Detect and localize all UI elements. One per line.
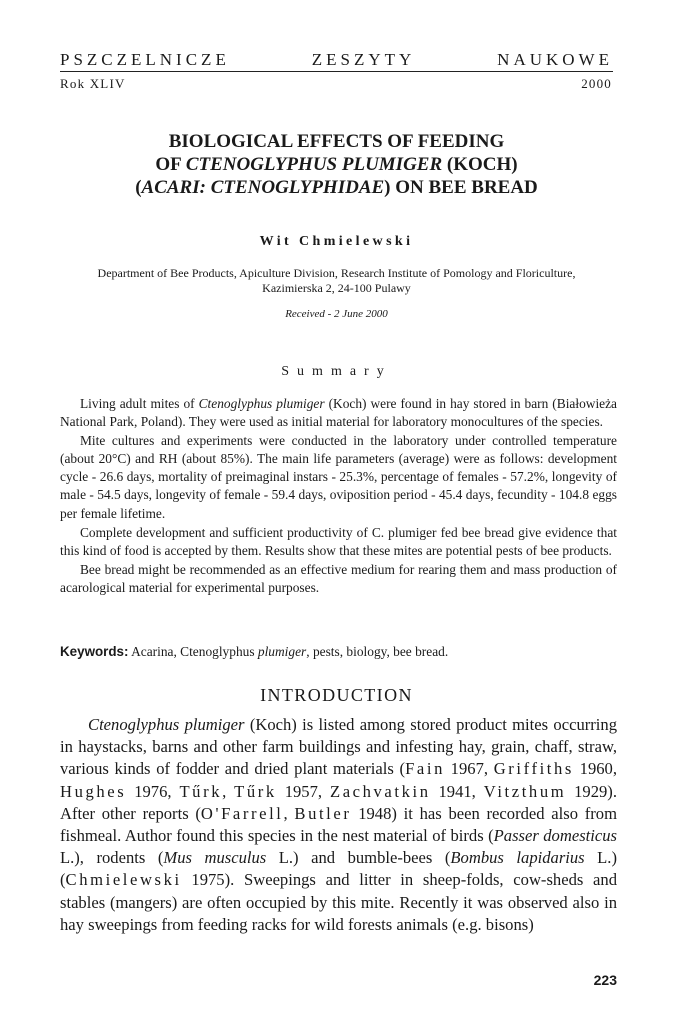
summary-paragraph-4: Bee bread might be recommended as an effective medium for rearing them and mass production of acarological material for experimental purposes. bbox=[60, 561, 617, 595]
intro-species: Ctenoglyphus plumiger bbox=[88, 715, 245, 734]
journal-meta bbox=[60, 76, 612, 92]
journal-title bbox=[60, 50, 613, 70]
keywords bbox=[60, 644, 617, 660]
affiliation bbox=[60, 266, 613, 296]
intro-text-b: 1967, bbox=[444, 759, 494, 779]
intro-text-m: L.) ( bbox=[60, 848, 617, 890]
title-line-3-open: ( bbox=[135, 177, 142, 198]
ref-fain: Fain bbox=[405, 759, 445, 779]
summary-paragraph-2: Mite cultures and experiments were conducted in the laboratory under controlled temperature (about 20°C) and RH (about 85%). The main life parameters (average) were as follows: development cycle - 26.6 days, mortality of preimaginal instars - 25.3%, percentage of females - 57.2%, longevity of male - 54.5 days, longevity of female - 59.4 days, oviposition period - 45.4 days, fecundity - 104.8 eggs per female lifetime. bbox=[60, 433, 617, 521]
article-title bbox=[60, 130, 613, 199]
ref-griffiths: Griffiths bbox=[493, 759, 574, 779]
ref-turk-1: Tűrk bbox=[179, 781, 223, 801]
intro-text-d: 1976, bbox=[126, 781, 180, 801]
ref-zachvatkin: Zachvatkin bbox=[329, 781, 431, 801]
journal-volume: Rok XLIV bbox=[60, 76, 126, 91]
ref-hughes: Hughes bbox=[60, 781, 127, 801]
summary-p1-a: Living adult mites of bbox=[80, 396, 199, 411]
ref-butler: Butler bbox=[294, 803, 352, 823]
page-number: 223 bbox=[593, 972, 617, 988]
introduction-heading: INTRODUCTION bbox=[260, 685, 413, 705]
title-line-2-prefix: OF bbox=[155, 154, 186, 175]
summary-heading: Summary bbox=[281, 364, 392, 379]
ref-chmielewski: Chmielewski bbox=[65, 870, 182, 890]
keywords-species: plumiger bbox=[257, 644, 307, 659]
introduction-paragraph-1 bbox=[60, 714, 617, 936]
introduction-body bbox=[60, 714, 617, 936]
author-name: Wit Chmielewski bbox=[259, 234, 414, 249]
title-line-2 bbox=[60, 153, 613, 176]
received-date: Received - 2 June 2000 bbox=[285, 308, 388, 320]
intro-text-h: 1929). After other reports ( bbox=[60, 781, 617, 823]
title-line-2-suffix: (KOCH) bbox=[442, 154, 518, 175]
species-bombus: Bombus lapidarius bbox=[450, 848, 585, 868]
summary-paragraph-1 bbox=[60, 395, 617, 431]
ref-vitzthum: Vitzthum bbox=[483, 781, 567, 801]
intro-text-i: , bbox=[283, 803, 295, 823]
intro-text-k: L.), rodents ( bbox=[60, 848, 164, 868]
journal-year: 2000 bbox=[581, 76, 612, 91]
intro-text-n: 1975). Sweepings and litter in sheep-folds, cow-sheds and stables (mangers) are often occupied by this mite. Recently it was observed also in hay sweepings from feeding racks for wild forests animals (e.g. bisons) bbox=[60, 870, 617, 934]
intro-text-f: 1957, bbox=[276, 781, 330, 801]
title-taxon: ACARI: CTENOGLYPHIDAE bbox=[141, 177, 385, 198]
ref-ofarrell: O'Farrell bbox=[200, 803, 284, 823]
intro-text-j: 1948) it has been recorded also from fishmeal. Author found this species in the nest material of birds ( bbox=[60, 803, 618, 846]
intro-text-l: L.) and bumble-bees ( bbox=[266, 848, 451, 868]
journal-title-word-1: PSZCZELNICZE bbox=[60, 50, 230, 69]
title-line-1: BIOLOGICAL EFFECTS OF FEEDING bbox=[168, 131, 505, 152]
title-line-3 bbox=[60, 176, 613, 199]
keywords-label: Keywords: bbox=[60, 644, 129, 659]
intro-text-e: , bbox=[222, 781, 235, 801]
journal-title-word-2: ZESZYTY bbox=[311, 50, 416, 69]
affiliation-line-1: Department of Bee Products, Apiculture Division, Research Institute of Pomology and Floriculture, bbox=[97, 266, 576, 280]
header-rule bbox=[60, 71, 613, 72]
summary bbox=[60, 395, 617, 597]
title-line-3-suffix: ) ON BEE BREAD bbox=[384, 177, 538, 198]
journal-title-word-3: NAUKOWE bbox=[497, 50, 613, 69]
ref-turk-2: Tűrk bbox=[234, 781, 277, 801]
summary-p1-species: Ctenoglyphus plumiger bbox=[198, 396, 325, 411]
intro-text-c: 1960, bbox=[573, 759, 617, 779]
title-species: CTENOGLYPHUS PLUMIGER bbox=[185, 154, 443, 175]
intro-text-a: (Koch) is listed among stored product mites occurring in haystacks, barns and other farm buildings and infesting hay, grain, chaff, straw, various kinds of fodder and dried plant materials ( bbox=[60, 715, 617, 779]
summary-p1-b: (Koch) were found in hay stored in barn (Białowieża National Park, Poland). They were used as initial material for laboratory monocultures of the species. bbox=[60, 396, 617, 430]
intro-text-g: 1941, bbox=[430, 781, 484, 801]
keywords-a: Acarina, Ctenoglyphus bbox=[128, 644, 258, 659]
species-mus: Mus musculus bbox=[163, 848, 267, 868]
affiliation-line-2: Kazimierska 2, 24-100 Pulawy bbox=[262, 281, 411, 295]
species-passer: Passer domesticus bbox=[493, 826, 617, 846]
summary-paragraph-3: Complete development and sufficient productivity of C. plumiger fed bee bread give evidence that this kind of food is accepted by them. Results show that these mites are potential pests of bee products. bbox=[60, 524, 617, 558]
keywords-b: , pests, biology, bee bread. bbox=[306, 644, 449, 659]
